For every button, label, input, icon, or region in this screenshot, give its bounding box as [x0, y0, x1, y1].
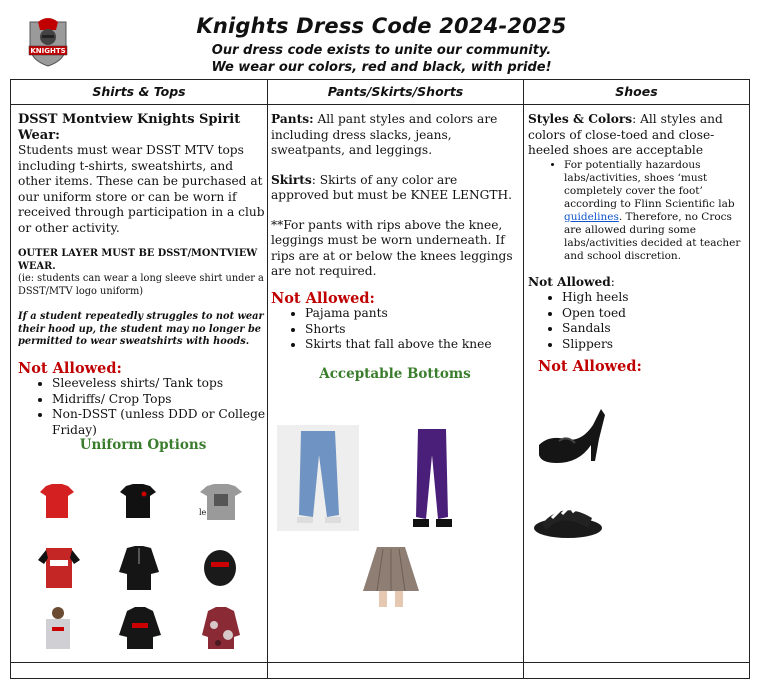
shoes-column	[528, 105, 746, 375]
black-quarter-zip-photo	[119, 544, 159, 590]
not-allowed-label: Not Allowed	[528, 274, 611, 289]
outer-layer-note: (ie: students can wear a long sleeve shirt under a DSST/MTV logo uniform)	[18, 273, 264, 297]
red-tshirt-photo	[40, 482, 74, 520]
styles-rule	[528, 112, 746, 159]
list-item: • Non-DSST (unless DDD or College Friday)	[52, 407, 268, 438]
svg-text:KNIGHTS: KNIGHTS	[30, 47, 66, 55]
list-item: • Midriffs/ Crop Tops	[52, 392, 268, 408]
camo-hoodie-photo	[202, 605, 240, 649]
pants-label: Pants:	[271, 112, 314, 126]
gray-tshirt-photo	[200, 482, 242, 522]
photo-caption: le	[199, 508, 207, 517]
not-allowed-list	[528, 290, 746, 352]
black-sweatshirt-photo	[200, 546, 240, 586]
rips-note: **For pants with rips above the knee, leggings must be worn underneath. If rips are at or below the knees leggings are not required.	[271, 217, 513, 278]
colon: :	[610, 274, 615, 289]
uniform-options-label: Uniform Options	[79, 437, 207, 453]
hazard-text: For potentially hazardous labs/activities, shoes ‘must completely cover the foot’ according to Flinn Scientific lab	[564, 158, 735, 210]
skirts-rule	[271, 173, 519, 204]
black-polo-photo	[120, 482, 156, 520]
outer-layer-title: OUTER LAYER MUST BE DSST/MONTVIEW WEAR.	[18, 248, 258, 272]
list-item: • Pajama pants	[305, 306, 519, 322]
hood-note: If a student repeatedly struggles to not wear their hood up, the student may no longer be permitted to wear sweatshirts with hoods.	[18, 311, 264, 347]
purple-pants-photo	[410, 425, 454, 531]
black-hoodie-photo	[119, 605, 161, 649]
heading-shoes: Shoes	[524, 80, 749, 105]
blue-jeans-photo	[277, 425, 359, 531]
not-allowed-list	[271, 306, 519, 353]
not-allowed-list	[18, 376, 268, 438]
spirit-wear-title: DSST Montview Knights Spirit Wear:	[18, 112, 241, 143]
acceptable-bottoms-label: Acceptable Bottoms	[319, 365, 471, 382]
skirts-text: : Skirts of any color are approved but must be KNEE LENGTH.	[271, 172, 513, 202]
list-item: • High heels	[562, 290, 746, 306]
hazard-text-after: . Therefore, no Crocs are allowed during some labs/activities decided at teacher and school discretion.	[564, 210, 741, 262]
not-allowed-label-2: Not Allowed:	[538, 358, 642, 375]
list-item	[564, 159, 746, 263]
high-heel-photo	[535, 405, 605, 469]
heading-pants: Pants/Skirts/Shorts	[268, 80, 523, 105]
list-item: • Shorts	[305, 322, 519, 338]
spirit-wear-text: Students must wear DSST MTV tops including t-shirts, sweatshirts, and other items. These can be purchased at our uniform store or can be worn if received through participation in a club or other activity.	[18, 143, 265, 235]
pants-rule	[271, 112, 519, 159]
column-divider	[523, 80, 524, 678]
not-allowed-label: Not Allowed:	[271, 289, 375, 307]
subtitle-line-1: Our dress code exists to unite our community.	[211, 43, 552, 58]
not-allowed-heading	[528, 275, 746, 291]
pants-column	[271, 105, 519, 382]
skirts-label: Skirts	[271, 172, 312, 187]
table-bottom-rule	[10, 662, 750, 663]
pleated-skirt-photo	[361, 545, 421, 609]
list-item: • Open toed	[562, 306, 746, 322]
list-item: • Slippers	[562, 337, 746, 353]
slide-sandal-photo	[532, 498, 604, 540]
pants-text: All pant styles and colors are including dress slacks, jeans, sweatpants, and leggings.	[271, 112, 498, 157]
shirts-column	[18, 105, 268, 454]
page-title: Knights Dress Code 2024-2025	[196, 14, 567, 38]
list-item: • Sandals	[562, 321, 746, 337]
styles-text: : All styles and colors of close-toed and close-heeled shoes are acceptable	[528, 112, 723, 157]
list-item: • Sleeveless shirts/ Tank tops	[52, 376, 268, 392]
styles-label: Styles & Colors	[528, 112, 633, 126]
heading-shirts: Shirts & Tops	[11, 80, 267, 105]
gray-shirt-model-photo	[42, 605, 74, 649]
guidelines-link[interactable]: guidelines	[564, 210, 619, 223]
hazard-list	[528, 159, 746, 263]
list-item: • Skirts that fall above the knee	[305, 337, 519, 353]
raglan-shirt-photo	[38, 546, 80, 588]
subtitle-line-2: We wear our colors, red and black, with pride!	[211, 60, 552, 75]
not-allowed-label: Not Allowed:	[18, 359, 122, 377]
